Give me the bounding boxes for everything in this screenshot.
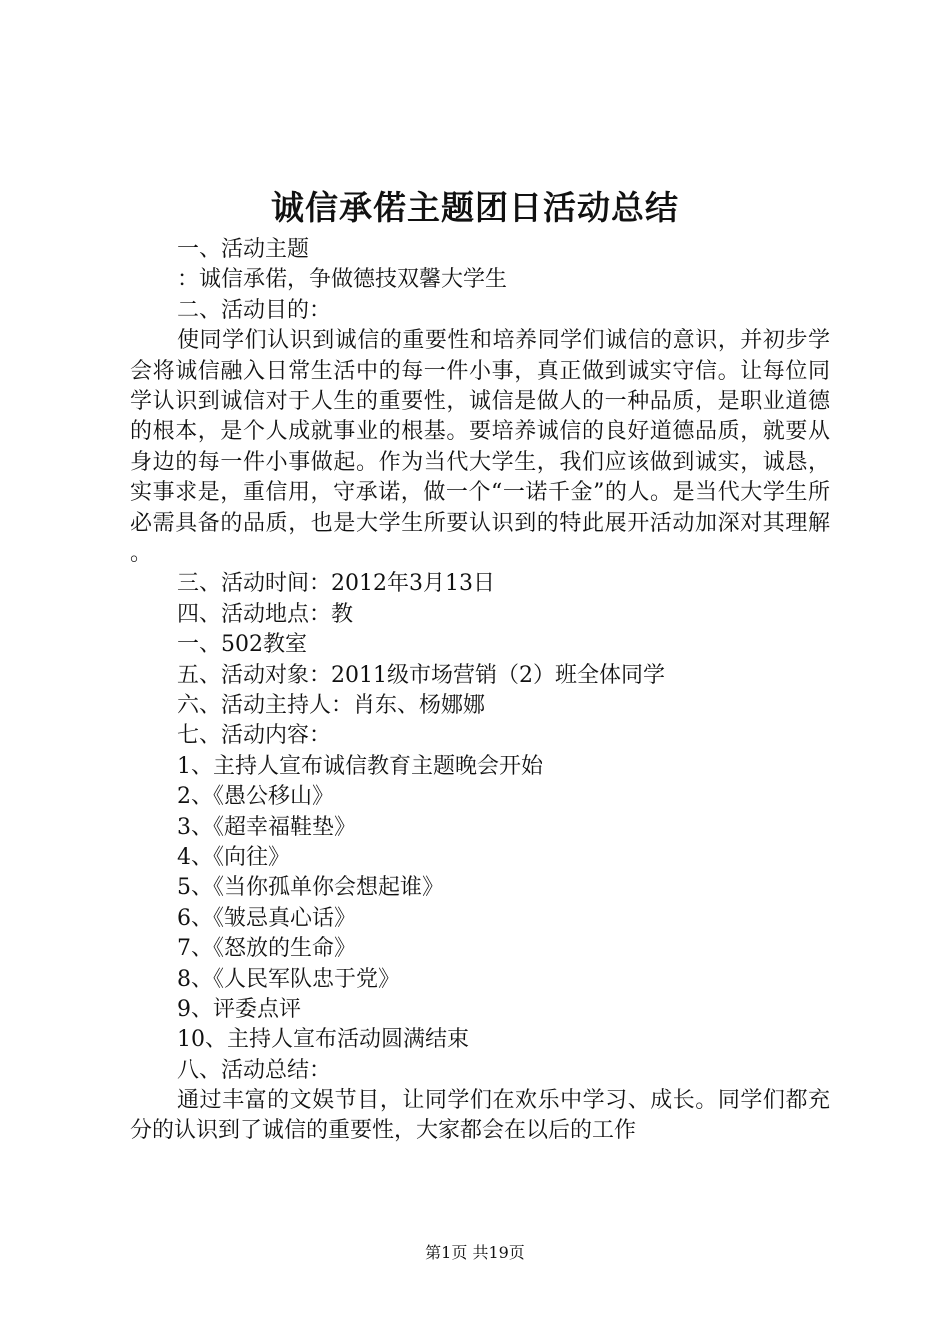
program-item: 1、主持人宣布诚信教育主题晚会开始: [177, 753, 543, 779]
program-item: 8、《人民军队忠于党》: [177, 966, 400, 992]
program-item: 6、《皱忌真心话》: [177, 905, 356, 931]
document-title: 诚信承偌主题团日活动总结: [271, 188, 679, 227]
purpose-paragraph: 使同学们认识到诚信的重要性和培养同学们诚信的意识，并初步学会将诚信融入日常生活中的每一件小事，真正做到诚实守信。让每位同学认识到诚信对于人生的重要性，诚信是做人的一种品质，是职业道德的根本，是个人成就事业的根基。要培养诚信的良好道德品质，就要从身边的每一件小事做起。作为当代大学生，我们应该做到诚实，诚恳，实事求是，重信用，守承诺，做一个“一诺千金”的人。是当代大学生所必需具备的品质，也是大学生所要认识到的特此展开活动加深对其理解。: [130, 328, 830, 567]
section-heading-content: 七、活动内容：: [177, 723, 332, 749]
program-item: 5、《当你孤单你会想起谁》: [177, 875, 444, 901]
detail-classroom: 一、502教室: [177, 632, 307, 658]
summary-paragraph: 通过丰富的文娱节目，让同学们在欢乐中学习、成长。同学们都充分的认识到了诚信的重要性，大家都会在以后的工作: [130, 1088, 830, 1144]
detail-hosts: 六、活动主持人：肖东、杨娜娜: [177, 692, 486, 718]
program-item: 10、主持人宣布活动圆满结束: [177, 1027, 469, 1053]
detail-audience: 五、活动对象：2011级市场营销（2）班全体同学: [177, 662, 665, 688]
section-heading-theme: 一、活动主题: [177, 237, 310, 262]
page-number-footer: 第1页 共19页: [425, 1243, 525, 1262]
program-item: 2、《愚公移山》: [177, 784, 334, 810]
program-item: 9、评委点评: [177, 996, 301, 1022]
document-body: [130, 235, 830, 1147]
program-item: 7、《怒放的生命》: [177, 936, 356, 962]
section-heading-purpose: 二、活动目的：: [177, 297, 332, 323]
program-item: 4、《向往》: [177, 844, 290, 870]
section-heading-summary: 八、活动总结：: [177, 1057, 332, 1083]
detail-location: 四、活动地点：教: [177, 601, 354, 627]
program-item: 3、《超幸福鞋垫》: [177, 814, 356, 840]
theme-text: ：诚信承偌，争做德技双馨大学生: [177, 267, 508, 293]
detail-time: 三、活动时间：2012年3月13日: [177, 571, 495, 597]
